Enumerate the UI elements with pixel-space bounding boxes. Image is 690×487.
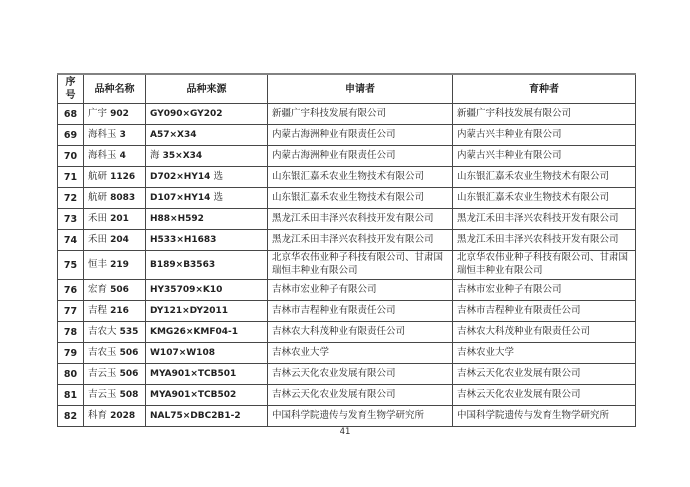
cell-text-run: 选 <box>213 171 224 182</box>
table-row <box>58 188 636 209</box>
cell-variety-source <box>146 251 268 280</box>
cell-text-run: 508 <box>116 389 139 400</box>
table-row <box>58 364 636 385</box>
col-header-variety-name: 品种名称 <box>84 74 146 104</box>
cell-variety-source <box>146 104 268 125</box>
cell-text-run: 航研 <box>88 171 108 182</box>
cell-text-run: 禾田 <box>88 234 108 245</box>
cell-text-run: 航研 <box>88 192 108 203</box>
cell-applicant: 新疆广宇科技发展有限公司 <box>268 104 453 125</box>
cell-text-run: 吉农玉 <box>88 347 117 358</box>
table-row <box>58 385 636 406</box>
cell-serial-no: 75 <box>58 251 84 280</box>
cell-text-run: DY121×DY2011 <box>150 305 229 316</box>
cell-applicant: 内蒙古海洲种业有限责任公司 <box>268 146 453 167</box>
cell-breeder: 山东银汇嘉禾农业生物技术有限公司 <box>453 167 636 188</box>
cell-applicant: 黑龙江禾田丰泽兴农科技开发有限公司 <box>268 230 453 251</box>
cell-applicant: 中国科学院遗传与发育生物学研究所 <box>268 406 453 427</box>
cell-applicant: 山东银汇嘉禾农业生物技术有限公司 <box>268 188 453 209</box>
cell-serial-no: 79 <box>58 343 84 364</box>
cell-text-run: MYA901×TCB502 <box>150 389 237 400</box>
cell-text-run: HY35709×K10 <box>150 284 223 295</box>
cell-serial-no: 82 <box>58 406 84 427</box>
cell-text-run: 902 <box>107 108 129 119</box>
cell-text-run: W107×W108 <box>150 347 215 358</box>
cell-applicant: 吉林农业大学 <box>268 343 453 364</box>
cell-breeder: 吉林云天化农业发展有限公司 <box>453 364 636 385</box>
cell-breeder: 黑龙江禾田丰泽兴农科技开发有限公司 <box>453 209 636 230</box>
cell-variety-name <box>84 301 146 322</box>
cell-breeder: 内蒙古兴丰种业有限公司 <box>453 146 636 167</box>
cell-breeder: 吉林农业大学 <box>453 343 636 364</box>
cell-breeder: 吉林市宏业种子有限公司 <box>453 280 636 301</box>
cell-applicant: 黑龙江禾田丰泽兴农科技开发有限公司 <box>268 209 453 230</box>
cell-variety-source <box>146 188 268 209</box>
table-row <box>58 209 636 230</box>
cell-text-run: B189×B3563 <box>150 259 216 270</box>
cell-breeder: 新疆广宇科技发展有限公司 <box>453 104 636 125</box>
cell-text-run: 216 <box>107 305 129 316</box>
cell-variety-name <box>84 343 146 364</box>
page-number: 41 <box>339 427 351 437</box>
cell-variety-name <box>84 188 146 209</box>
cell-text-run: 恒丰 <box>88 259 108 270</box>
col-header-breeder: 育种者 <box>453 74 636 104</box>
cell-text-run: 35×X34 <box>159 150 203 161</box>
cell-text-run: KMG26×KMF04-1 <box>150 326 238 337</box>
cell-text-run: D107×HY14 <box>150 192 214 203</box>
cell-variety-name <box>84 280 146 301</box>
cell-breeder: 吉林市吉程种业有限责任公司 <box>453 301 636 322</box>
cell-text-run: 506 <box>116 368 139 379</box>
cell-applicant: 吉林农大科茂种业有限责任公司 <box>268 322 453 343</box>
table-row <box>58 104 636 125</box>
cell-text-run: 201 <box>107 213 129 224</box>
cell-variety-name <box>84 146 146 167</box>
table-row <box>58 343 636 364</box>
cell-applicant: 吉林云天化农业发展有限公司 <box>268 385 453 406</box>
col-header-serial-no: 序号 <box>58 74 84 104</box>
cell-serial-no: 73 <box>58 209 84 230</box>
cell-serial-no: 71 <box>58 167 84 188</box>
cell-variety-name <box>84 125 146 146</box>
cell-text-run: 8083 <box>107 192 136 203</box>
cell-applicant: 吉林云天化农业发展有限公司 <box>268 364 453 385</box>
cell-text-run: 吉农大 <box>88 326 117 337</box>
cell-serial-no: 74 <box>58 230 84 251</box>
cell-text-run: 506 <box>116 347 139 358</box>
cell-breeder: 中国科学院遗传与发育生物学研究所 <box>453 406 636 427</box>
table-row <box>58 280 636 301</box>
cell-serial-no: 76 <box>58 280 84 301</box>
table-row <box>58 167 636 188</box>
cell-text-run: 吉云玉 <box>88 368 117 379</box>
cell-variety-name <box>84 167 146 188</box>
cell-text-run: 219 <box>107 259 129 270</box>
cell-applicant: 山东银汇嘉禾农业生物技术有限公司 <box>268 167 453 188</box>
cell-serial-no: 77 <box>58 301 84 322</box>
cell-variety-source <box>146 301 268 322</box>
cell-text-run: H533×H1683 <box>150 234 217 245</box>
cell-serial-no: 68 <box>58 104 84 125</box>
cell-variety-source <box>146 385 268 406</box>
cell-text-run: 506 <box>107 284 129 295</box>
variety-table <box>57 73 636 427</box>
cell-breeder: 吉林农大科茂种业有限责任公司 <box>453 322 636 343</box>
cell-serial-no: 70 <box>58 146 84 167</box>
cell-variety-name <box>84 104 146 125</box>
cell-variety-source <box>146 209 268 230</box>
cell-text-run: 海科玉 <box>88 150 117 161</box>
cell-applicant: 吉林市吉程种业有限责任公司 <box>268 301 453 322</box>
cell-variety-name <box>84 385 146 406</box>
cell-text-run: D702×HY14 <box>150 171 214 182</box>
cell-variety-name <box>84 230 146 251</box>
cell-text-run: 3 <box>116 129 126 140</box>
col-header-applicant: 申请者 <box>268 74 453 104</box>
cell-breeder: 吉林云天化农业发展有限公司 <box>453 385 636 406</box>
table-header-row <box>58 74 636 104</box>
cell-text-run: 海 <box>150 150 160 161</box>
table-row <box>58 301 636 322</box>
cell-variety-name <box>84 364 146 385</box>
cell-variety-name <box>84 406 146 427</box>
cell-text-run: 宏育 <box>88 284 108 295</box>
cell-applicant: 北京华农伟业种子科技有限公司、甘肃国瑞恒丰种业有限公司 <box>268 251 453 280</box>
cell-serial-no: 78 <box>58 322 84 343</box>
cell-variety-source <box>146 167 268 188</box>
cell-text-run: MYA901×TCB501 <box>150 368 237 379</box>
cell-serial-no: 72 <box>58 188 84 209</box>
cell-serial-no: 81 <box>58 385 84 406</box>
cell-text-run: 204 <box>107 234 129 245</box>
col-header-variety-source: 品种来源 <box>146 74 268 104</box>
cell-serial-no: 80 <box>58 364 84 385</box>
cell-variety-source <box>146 230 268 251</box>
cell-text-run: 535 <box>116 326 139 337</box>
cell-serial-no: 69 <box>58 125 84 146</box>
table-row <box>58 146 636 167</box>
cell-text-run: NAL75×DBC2B1-2 <box>150 410 241 421</box>
cell-text-run: 科育 <box>88 410 108 421</box>
cell-applicant: 内蒙古海洲种业有限责任公司 <box>268 125 453 146</box>
cell-text-run: 2028 <box>107 410 136 421</box>
cell-breeder: 黑龙江禾田丰泽兴农科技开发有限公司 <box>453 230 636 251</box>
cell-variety-source <box>146 406 268 427</box>
cell-text-run: 广宇 <box>88 108 108 119</box>
cell-breeder: 山东银汇嘉禾农业生物技术有限公司 <box>453 188 636 209</box>
cell-text-run: 禾田 <box>88 213 108 224</box>
cell-variety-source <box>146 280 268 301</box>
table-row <box>58 251 636 280</box>
table-row <box>58 230 636 251</box>
cell-variety-source <box>146 146 268 167</box>
table-body <box>58 104 636 427</box>
cell-variety-source <box>146 125 268 146</box>
cell-breeder: 北京华农伟业种子科技有限公司、甘肃国瑞恒丰种业有限公司 <box>453 251 636 280</box>
table-row <box>58 406 636 427</box>
cell-text-run: 吉云玉 <box>88 389 117 400</box>
cell-variety-name <box>84 251 146 280</box>
cell-applicant: 吉林市宏业种子有限公司 <box>268 280 453 301</box>
cell-breeder: 内蒙古兴丰种业有限公司 <box>453 125 636 146</box>
cell-variety-source <box>146 343 268 364</box>
cell-text-run: GY090×GY202 <box>150 108 223 119</box>
table-row <box>58 322 636 343</box>
table-row <box>58 125 636 146</box>
cell-variety-name <box>84 322 146 343</box>
cell-text-run: 海科玉 <box>88 129 117 140</box>
cell-text-run: 选 <box>213 192 224 203</box>
cell-variety-name <box>84 209 146 230</box>
cell-text-run: 吉程 <box>88 305 108 316</box>
cell-text-run: H88×H592 <box>150 213 204 224</box>
cell-text-run: A57×X34 <box>150 129 197 140</box>
cell-text-run: 4 <box>116 150 126 161</box>
cell-variety-source <box>146 364 268 385</box>
cell-text-run: 1126 <box>107 171 136 182</box>
cell-variety-source <box>146 322 268 343</box>
